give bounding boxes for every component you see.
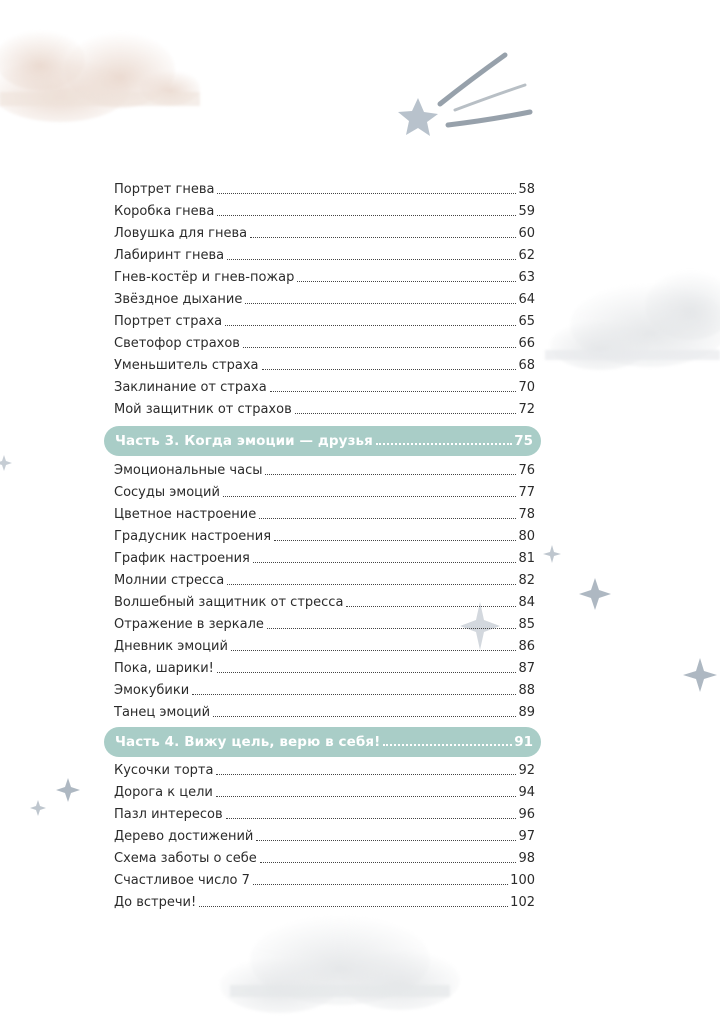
toc-entry[interactable]	[114, 612, 535, 633]
toc-entry-page: 78	[518, 507, 535, 522]
toc-entry-page: 60	[518, 226, 535, 241]
toc-entry-page: 72	[518, 402, 535, 417]
toc-entry[interactable]	[114, 846, 535, 867]
dot-leader	[227, 259, 516, 260]
toc-entry-page: 88	[518, 683, 535, 698]
toc-entry-title: Пока, шарики!	[114, 661, 214, 676]
part-heading-title: Часть 4. Вижу цель, верю в себя!	[115, 734, 381, 750]
toc-entry[interactable]	[114, 287, 535, 308]
toc-entry[interactable]	[114, 375, 535, 396]
toc-entry-page: 58	[518, 182, 535, 197]
toc-entry-page: 82	[518, 573, 535, 588]
toc-entry-page: 102	[510, 895, 535, 910]
dot-leader	[213, 716, 516, 717]
toc-entry-page: 70	[518, 380, 535, 395]
dot-leader	[226, 818, 517, 819]
toc-entry-page: 92	[518, 763, 535, 778]
toc-entry-title: Звёздное дыхание	[114, 292, 243, 307]
toc-entry[interactable]	[114, 397, 535, 418]
dot-leader	[199, 906, 508, 907]
toc-entry-title: Схема заботы о себе	[114, 851, 257, 866]
dot-leader	[376, 443, 512, 445]
toc-entry-page: 77	[518, 485, 535, 500]
dot-leader	[245, 303, 516, 304]
toc-entry[interactable]	[114, 802, 535, 823]
toc-entry[interactable]	[114, 524, 535, 545]
toc-entry-page: 84	[518, 595, 535, 610]
toc-entry-title: Ловушка для гнева	[114, 226, 248, 241]
toc-entry-title: Эмоциональные часы	[114, 463, 263, 478]
toc-entry-page: 100	[510, 873, 535, 888]
toc-entry[interactable]	[114, 331, 535, 352]
toc-entry[interactable]	[114, 590, 535, 611]
dot-leader	[227, 584, 516, 585]
toc-entry-title: Дорога к цели	[114, 785, 213, 800]
toc-entry-title: Танец эмоций	[114, 705, 211, 720]
dot-leader	[259, 518, 516, 519]
toc-entry-page: 80	[518, 529, 535, 544]
toc-entry[interactable]	[114, 656, 535, 677]
dot-leader	[225, 325, 516, 326]
dot-leader	[253, 562, 517, 563]
toc-entry[interactable]	[114, 458, 535, 479]
toc-entry-title: Кусочки торта	[114, 763, 214, 778]
toc-entry-page: 76	[518, 463, 535, 478]
toc-entry-page: 68	[518, 358, 535, 373]
toc-entry[interactable]	[114, 243, 535, 264]
dot-leader	[274, 540, 516, 541]
toc-entry[interactable]	[114, 199, 535, 220]
toc-entry-title: Пазл интересов	[114, 807, 223, 822]
dot-leader	[270, 391, 517, 392]
toc-entry-title: Лабиринт гнева	[114, 248, 225, 263]
toc-entry-page: 96	[518, 807, 535, 822]
toc-entry-page: 97	[518, 829, 535, 844]
dot-leader	[216, 796, 517, 797]
cloud-bottom	[220, 915, 460, 1013]
dot-leader	[265, 474, 516, 475]
part-heading-page: 91	[514, 734, 533, 750]
toc-entry-page: 86	[518, 639, 535, 654]
toc-entry[interactable]	[114, 568, 535, 589]
toc-entry-page: 89	[518, 705, 535, 720]
toc-entry-title: Волшебный защитник от стресса	[114, 595, 344, 610]
dot-leader	[243, 347, 516, 348]
toc-entry[interactable]	[114, 177, 535, 198]
dot-leader	[250, 237, 516, 238]
toc-entry-title: Мой защитник от страхов	[114, 402, 292, 417]
dot-leader	[223, 496, 517, 497]
dot-leader	[231, 650, 517, 651]
toc-entry-title: Градусник настроения	[114, 529, 272, 544]
toc-entry-title: Цветное настроение	[114, 507, 257, 522]
toc-entry-page: 66	[518, 336, 535, 351]
toc-entry-title: Гнев-костёр и гнев-пожар	[114, 270, 295, 285]
toc-entry-page: 65	[518, 314, 535, 329]
toc-entry[interactable]	[114, 221, 535, 242]
toc-entry-title: Дерево достижений	[114, 829, 254, 844]
dot-leader	[262, 369, 517, 370]
toc-entry[interactable]	[114, 353, 535, 374]
cloud-top-left	[0, 30, 200, 122]
toc-entry[interactable]	[114, 758, 535, 779]
toc-entry-page: 94	[518, 785, 535, 800]
toc-entry[interactable]	[114, 634, 535, 655]
toc-entry-title: Коробка гнева	[114, 204, 215, 219]
shooting-star-icon	[398, 55, 530, 136]
toc-entry-title: Заклинание от страха	[114, 380, 267, 395]
dot-leader	[346, 606, 516, 607]
part-4-heading[interactable]	[104, 727, 541, 757]
toc-entry[interactable]	[114, 678, 535, 699]
dot-leader	[253, 884, 508, 885]
part-3-heading[interactable]	[104, 426, 541, 456]
toc-entry-title: График настроения	[114, 551, 250, 566]
toc-entry[interactable]	[114, 868, 535, 889]
dot-leader	[216, 774, 516, 775]
part-heading-page: 75	[514, 433, 533, 449]
toc-entry-page: 87	[518, 661, 535, 676]
toc-entry-title: Эмокубики	[114, 683, 190, 698]
dot-leader	[295, 413, 517, 414]
toc-entry-title: Портрет гнева	[114, 182, 215, 197]
toc-entry-page: 64	[518, 292, 535, 307]
toc-entry-page: 59	[518, 204, 535, 219]
toc-entry-page: 85	[518, 617, 535, 632]
toc-entry[interactable]	[114, 265, 535, 286]
toc-entry-page: 98	[518, 851, 535, 866]
toc-entry-title: Портрет страха	[114, 314, 223, 329]
dot-leader	[256, 840, 516, 841]
dot-leader	[383, 744, 512, 746]
dot-leader	[217, 215, 516, 216]
toc-entry-title: Отражение в зеркале	[114, 617, 264, 632]
toc-entry-title: Дневник эмоций	[114, 639, 228, 654]
toc-entry-page: 62	[518, 248, 535, 263]
cloud-right	[545, 270, 720, 370]
toc-entry-page: 81	[518, 551, 535, 566]
dot-leader	[297, 281, 516, 282]
toc-entry-title: Счастливое число 7	[114, 873, 250, 888]
toc-entry[interactable]	[114, 700, 535, 721]
toc-entry[interactable]	[114, 890, 535, 911]
part-heading-title: Часть 3. Когда эмоции — друзья	[115, 433, 373, 449]
dot-leader	[260, 862, 517, 863]
toc-entry-title: Светофор страхов	[114, 336, 240, 351]
dot-leader	[192, 694, 516, 695]
toc-entry[interactable]	[114, 309, 535, 330]
toc-entry-title: Уменьшитель страха	[114, 358, 259, 373]
toc-entry-title: Сосуды эмоций	[114, 485, 220, 500]
dot-leader	[217, 672, 517, 673]
toc-entry-title: До встречи!	[114, 895, 197, 910]
toc-entry-title: Молнии стресса	[114, 573, 225, 588]
toc-entry[interactable]	[114, 480, 535, 501]
dot-leader	[267, 628, 517, 629]
toc-entry[interactable]	[114, 502, 535, 523]
toc-entry[interactable]	[114, 780, 535, 801]
dot-leader	[217, 193, 516, 194]
toc-entry[interactable]	[114, 546, 535, 567]
toc-entry[interactable]	[114, 824, 535, 845]
toc-entry-page: 63	[518, 270, 535, 285]
